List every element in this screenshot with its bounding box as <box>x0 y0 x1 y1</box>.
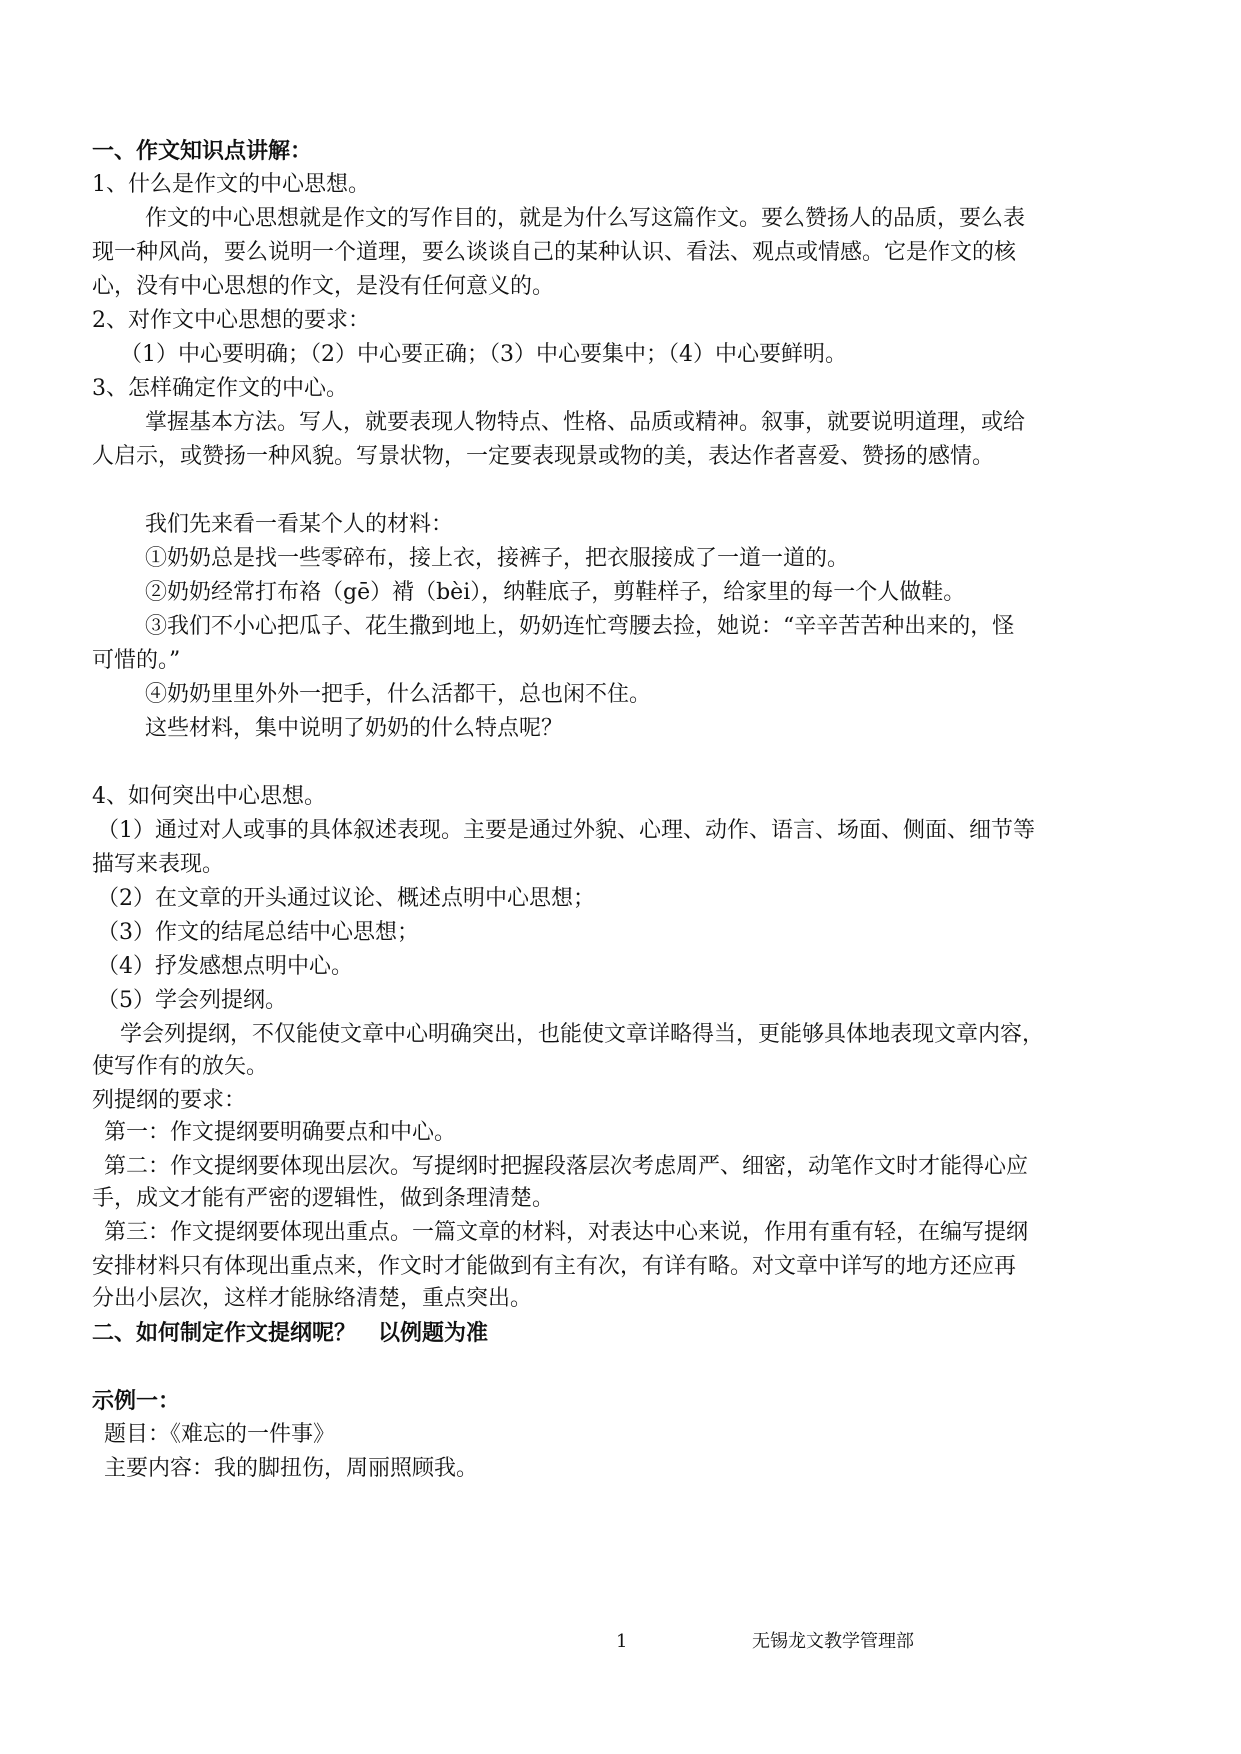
subheading-3: 3、怎样确定作文的中心。 <box>92 376 348 401</box>
paragraph-line: 现一种风尚，要么说明一个道理，要么谈谈自己的某种认识、看法、观点或情感。它是作文的核 <box>92 240 1017 265</box>
paragraph-line: 分出小层次，这样才能脉络清楚，重点突出。 <box>92 1286 533 1311</box>
paragraph-line: 使写作有的放矢。 <box>92 1054 269 1079</box>
section-heading-1: 一、作文知识点讲解： <box>92 138 313 164</box>
paragraph-line: 安排材料只有体现出重点来，作文时才能做到有主有次，有详有略。对文章中详写的地方还应再 <box>92 1254 1017 1279</box>
subheading-2: 2、对作文中心思想的要求： <box>92 308 370 333</box>
list-item: （3）作文的结尾总结中心思想； <box>97 920 419 945</box>
paragraph-line: 手，成文才能有严密的逻辑性，做到条理清楚。 <box>92 1186 555 1211</box>
page-number: 1 <box>616 1631 628 1652</box>
list-item: （4）抒发感想点明中心。 <box>97 954 353 979</box>
list-item: ④奶奶里里外外一把手，什么活都干，总也闲不住。 <box>145 682 652 707</box>
subheading-1: 1、什么是作文的中心思想。 <box>92 172 370 197</box>
footer-organization: 无锡龙文教学管理部 <box>752 1631 914 1652</box>
paragraph-line: 描写来表现。 <box>92 852 225 877</box>
paragraph-line: 我们先来看一看某个人的材料： <box>145 512 454 537</box>
paragraph-line: 作文的中心思想就是作文的写作目的，就是为什么写这篇作文。要么赞扬人的品质，要么表 <box>145 206 1026 231</box>
example-content: 主要内容：我的脚扭伤，周丽照顾我。 <box>104 1456 479 1481</box>
paragraph-line: 人启示，或赞扬一种风貌。写景状物，一定要表现景或物的美，表达作者喜爱、赞扬的感情。 <box>92 444 995 469</box>
list-item: ③我们不小心把瓜子、花生撒到地上，奶奶连忙弯腰去捡，她说：“辛辛苦苦种出来的，怪 <box>145 614 1015 639</box>
list-item: 第三：作文提纲要体现出重点。一篇文章的材料，对表达中心来说，作用有重有轻，在编写提纲 <box>104 1220 1029 1245</box>
list-item: 第二：作文提纲要体现出层次。写提纲时把握段落层次考虑周严、细密，动笔作文时才能得心应 <box>104 1154 1029 1179</box>
list-item: 第一：作文提纲要明确要点和中心。 <box>104 1120 457 1145</box>
paragraph-line: 学会列提纲，不仅能使文章中心明确突出，也能使文章详略得当，更能够具体地表现文章内容， <box>120 1022 1045 1047</box>
list-item: （5）学会列提纲。 <box>97 988 287 1013</box>
section-heading-2: 二、如何制定作文提纲呢？ 以例题为准 <box>92 1320 489 1346</box>
list-item: ①奶奶总是找一些零碎布，接上衣，接裤子，把衣服接成了一道一道的。 <box>145 546 850 571</box>
paragraph-line: 可惜的。” <box>92 648 181 673</box>
paragraph-line: 心，没有中心思想的作文，是没有任何意义的。 <box>92 274 555 299</box>
paragraph-line: 这些材料，集中说明了奶奶的什么特点呢？ <box>145 716 564 741</box>
subheading-4: 4、如何突出中心思想。 <box>92 784 326 809</box>
example-heading: 示例一： <box>92 1388 181 1414</box>
example-title: 题目：《难忘的一件事》 <box>104 1422 336 1447</box>
list-item: （2）在文章的开头通过议论、概述点明中心思想； <box>97 886 595 911</box>
paragraph-line: 列提纲的要求： <box>92 1088 247 1113</box>
paragraph-line: 掌握基本方法。写人，就要表现人物特点、性格、品质或精神。叙事，就要说明道理，或给 <box>145 410 1026 435</box>
list-item: （1）通过对人或事的具体叙述表现。主要是通过外貌、心理、动作、语言、场面、侧面、细节等 <box>97 818 1036 843</box>
list-item: ②奶奶经常打布袼（gē）褙（bèi），纳鞋底子，剪鞋样子，给家里的每一个人做鞋。 <box>145 580 966 605</box>
paragraph-line: （1）中心要明确；（2）中心要正确；（3）中心要集中；（4）中心要鲜明。 <box>120 342 847 367</box>
